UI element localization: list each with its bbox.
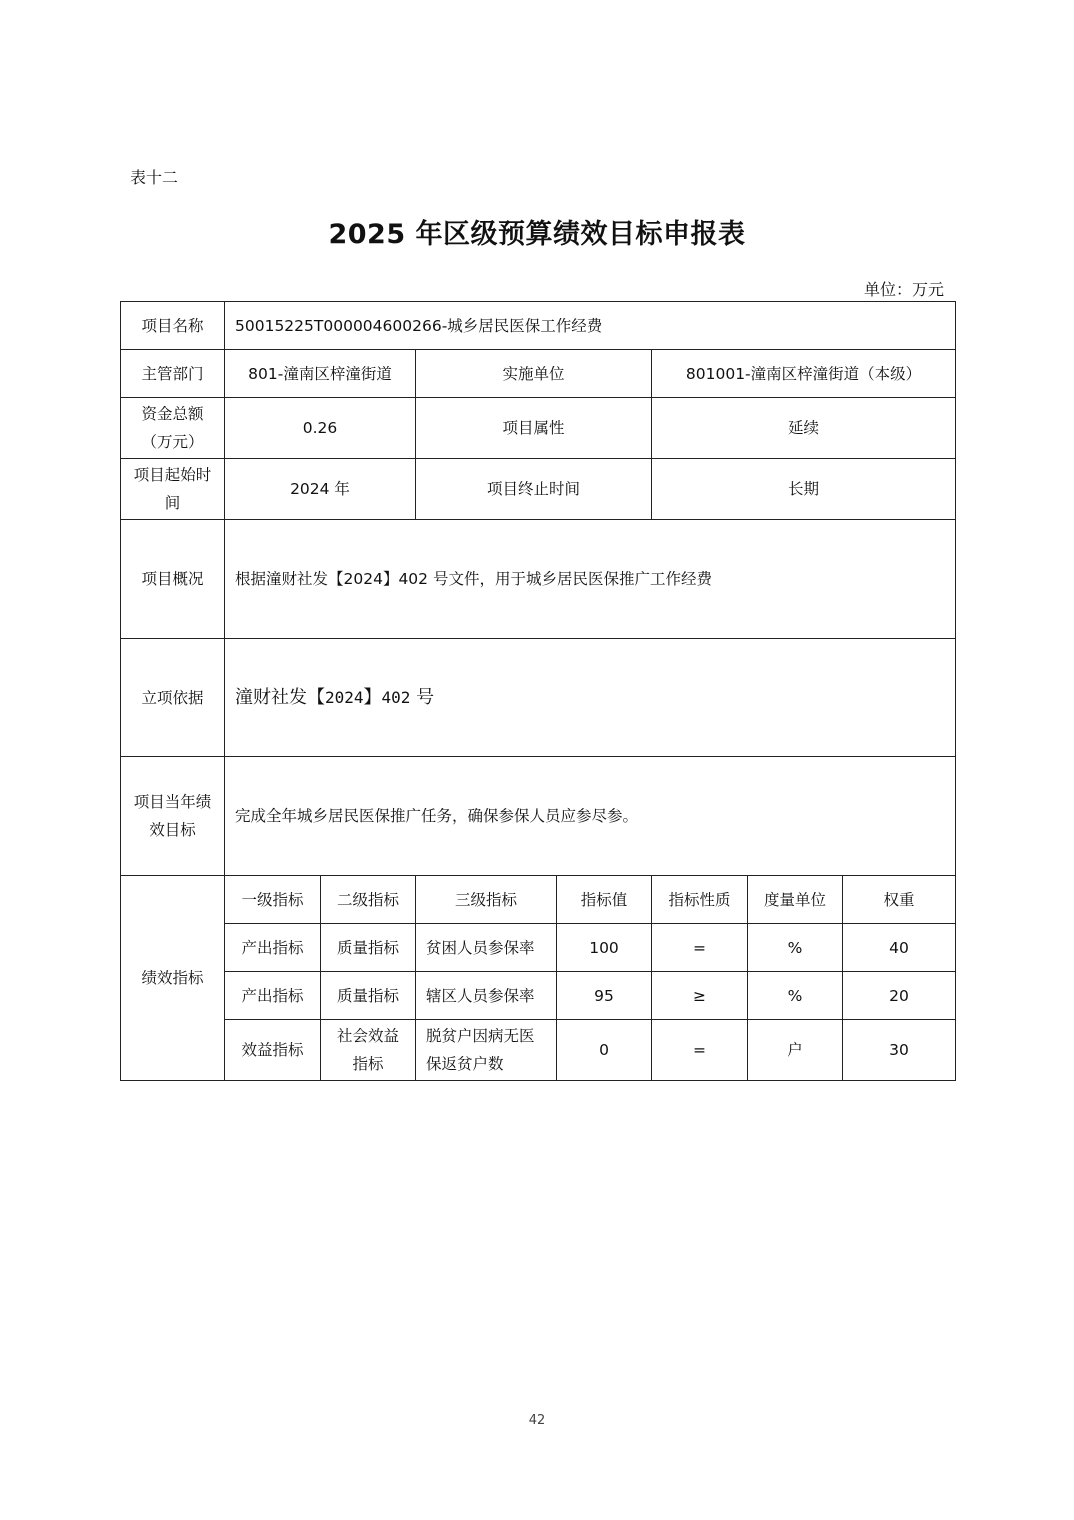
row-goal (121, 757, 956, 876)
basis-suffix: 号 (410, 686, 435, 708)
row-department (121, 350, 956, 398)
row1-value: 100 (557, 924, 652, 972)
start-time-value: 2024 年 (225, 459, 416, 520)
basis-mid: 】 (363, 686, 382, 708)
basis-prefix: 潼财社发【 (235, 686, 325, 708)
header-unit: 度量单位 (748, 876, 843, 924)
basis-year: 2024 (325, 687, 364, 707)
impl-unit-value: 801001-潼南区梓潼街道（本级） (652, 350, 956, 398)
table-row (121, 972, 956, 1020)
row-time (121, 459, 956, 520)
project-name-value: 50015225T000004600266-城乡居民医保工作经费 (225, 302, 956, 350)
header-value: 指标值 (557, 876, 652, 924)
start-time-label-line2: 间 (164, 494, 181, 512)
row1-nature: = (652, 924, 748, 972)
row2-unit: % (748, 972, 843, 1020)
header-level1: 一级指标 (225, 876, 321, 924)
row3-nature: = (652, 1020, 748, 1081)
row1-level2: 质量指标 (321, 924, 416, 972)
row1-weight: 40 (843, 924, 956, 972)
start-time-label (121, 459, 225, 520)
table-label: 表十二 (130, 168, 179, 187)
row2-value: 95 (557, 972, 652, 1020)
funds-label (121, 398, 225, 459)
row-overview (121, 520, 956, 639)
row3-weight: 30 (843, 1020, 956, 1081)
overview-value: 根据潼财社发【2024】402 号文件，用于城乡居民医保推广工作经费 (225, 520, 956, 639)
row3-level3 (416, 1020, 557, 1081)
row1-unit: % (748, 924, 843, 972)
dept-value: 801-潼南区梓潼街道 (225, 350, 416, 398)
start-time-label-line1: 项目起始时 (133, 466, 212, 484)
end-time-label: 项目终止时间 (416, 459, 652, 520)
row2-nature: ≥ (652, 972, 748, 1020)
page-title: 2025 年区级预算绩效目标申报表 (328, 219, 746, 250)
row-project-name (121, 302, 956, 350)
row2-weight: 20 (843, 972, 956, 1020)
row3-level2 (321, 1020, 416, 1081)
end-time-value: 长期 (652, 459, 956, 520)
row2-level1: 产出指标 (225, 972, 321, 1020)
row3-unit: 户 (748, 1020, 843, 1081)
row3-level1: 效益指标 (225, 1020, 321, 1081)
goal-value: 完成全年城乡居民医保推广任务，确保参保人员应参尽参。 (225, 757, 956, 876)
dept-label: 主管部门 (121, 350, 225, 398)
attr-label: 项目属性 (416, 398, 652, 459)
row3-level3-line1: 脱贫户因病无医 (426, 1027, 535, 1045)
row2-level2: 质量指标 (321, 972, 416, 1020)
table-row (121, 1020, 956, 1081)
row3-value: 0 (557, 1020, 652, 1081)
overview-label: 项目概况 (121, 520, 225, 639)
impl-unit-label: 实施单位 (416, 350, 652, 398)
goal-label-line2: 效目标 (149, 821, 196, 839)
row2-level3: 辖区人员参保率 (416, 972, 557, 1020)
indicator-header-row (121, 876, 956, 924)
indicators-section-label: 绩效指标 (121, 876, 225, 1081)
page-number: 42 (528, 1413, 546, 1428)
header-level3: 三级指标 (416, 876, 557, 924)
basis-value (225, 639, 956, 757)
goal-label-line1: 项目当年绩 (133, 793, 212, 811)
table-row (121, 924, 956, 972)
goal-label (121, 757, 225, 876)
funds-value: 0.26 (225, 398, 416, 459)
header-weight: 权重 (843, 876, 956, 924)
budget-form-table (120, 301, 956, 1081)
funds-label-line2: （万元） (141, 433, 204, 451)
row-basis (121, 639, 956, 757)
row1-level1: 产出指标 (225, 924, 321, 972)
row-funds (121, 398, 956, 459)
row1-level3: 贫困人员参保率 (416, 924, 557, 972)
header-nature: 指标性质 (652, 876, 748, 924)
row3-level2-line2: 指标 (352, 1055, 384, 1073)
basis-label: 立项依据 (121, 639, 225, 757)
row3-level2-line1: 社会效益 (336, 1027, 399, 1045)
funds-label-line1: 资金总额 (141, 405, 204, 423)
header-level2: 二级指标 (321, 876, 416, 924)
attr-value: 延续 (652, 398, 956, 459)
row3-level3-line2: 保返贫户数 (426, 1055, 504, 1073)
basis-num: 402 (381, 687, 411, 707)
project-name-label: 项目名称 (121, 302, 225, 350)
unit-label: 单位：万元 (863, 280, 944, 299)
